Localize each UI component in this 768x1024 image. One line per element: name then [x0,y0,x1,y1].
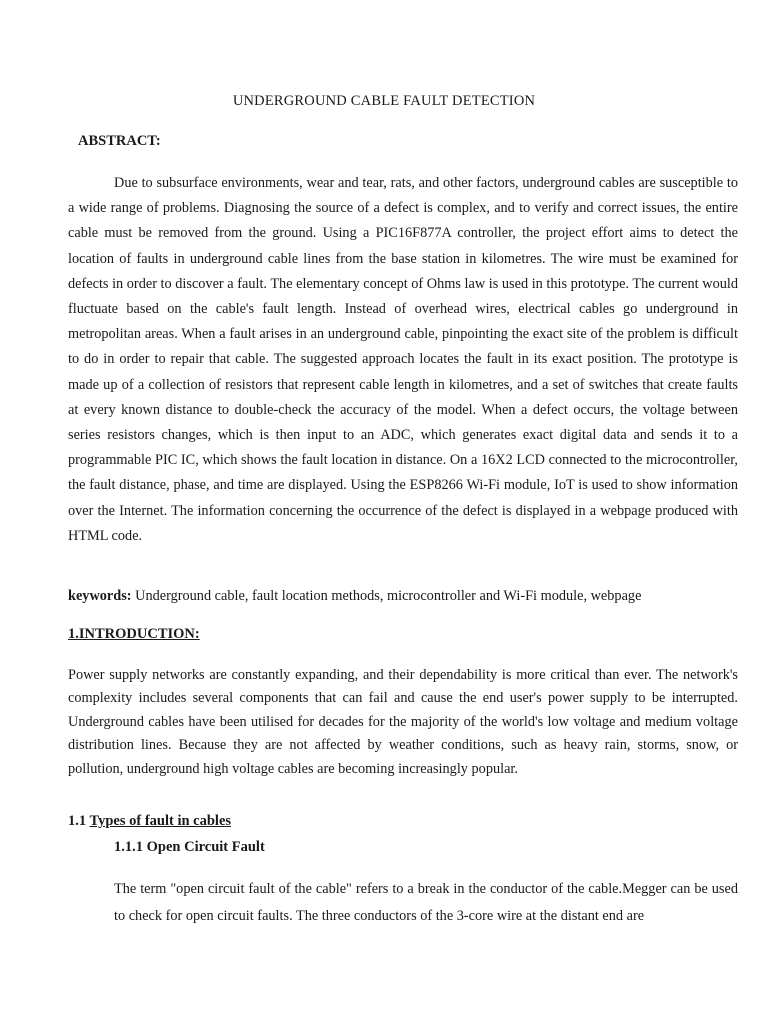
keywords-label: keywords: [68,588,132,604]
abstract-heading: ABSTRACT: [78,133,161,149]
keywords-line [68,586,738,606]
introduction-heading: 1.INTRODUCTION: [68,626,200,642]
introduction-paragraph: Power supply networks are constantly expanding, and their dependability is more critical than ever. The network's complexity includes several components that can fail and cause the end user's power supply to be interrupted. Underground cables have been utilised for decades for the majority of the world's low voltage and medium voltage distribution lines. Because they are not affected by weather conditions, such as heavy rain, storms, snow, or pollution, underground high voltage cables are becoming increasingly popular. [68,667,738,777]
section-number: 1.1 [68,813,90,829]
section-heading-1-1 [68,813,231,830]
keywords-text: Underground cable, fault location methods, microcontroller and Wi-Fi module, webpage [131,588,642,604]
document-title: UNDERGROUND CABLE FAULT DETECTION [232,93,536,109]
subsection-heading-1-1-1: 1.1.1 Open Circuit Fault [114,839,265,855]
abstract-paragraph: Due to subsurface environments, wear and tear, rats, and other factors, underground cables are susceptible to a wide range of problems. Diagnosing the source of a defect is complex, and to verify and correct issues, the entire cable must be removed from the ground. Using a PIC16F877A controller, the project effort aims to detect the location of faults in underground cable lines from the base station in kilometres. The wire must be examined for defects in order to discover a fault. The elementary concept of Ohms law is used in this prototype. The current would fluctuate based on the cable's fault length. Instead of overhead wires, electrical cables go underground in metropolitan areas. When a fault arises in an underground cable, pinpointing the exact site of the problem is difficult to do in order to repair that cable. The suggested approach locates the fault in its exact position. The prototype is made up of a collection of resistors that represent cable length in kilometres, and a set of switches that create faults at every known distance to double-check the accuracy of the model. When a defect occurs, the voltage between series resistors changes, which is then input to an ADC, which generates exact digital data and sends it to a programmable PIC IC, which shows the fault location in distance. On a 16X2 LCD connected to the microcontroller, the fault distance, phase, and time are displayed. Using the ESP8266 Wi-Fi module, IoT is used to show information over the Internet. The information concerning the occurrence of the defect is displayed in a webpage produced with HTML code. [68,175,738,544]
section-title: Types of fault in cables [89,813,232,829]
open-circuit-paragraph: The term "open circuit fault of the cable" refers to a break in the conductor of the cable.Megger can be used to check for open circuit faults. The three conductors of the 3-core wire at the distant end are [114,881,738,924]
